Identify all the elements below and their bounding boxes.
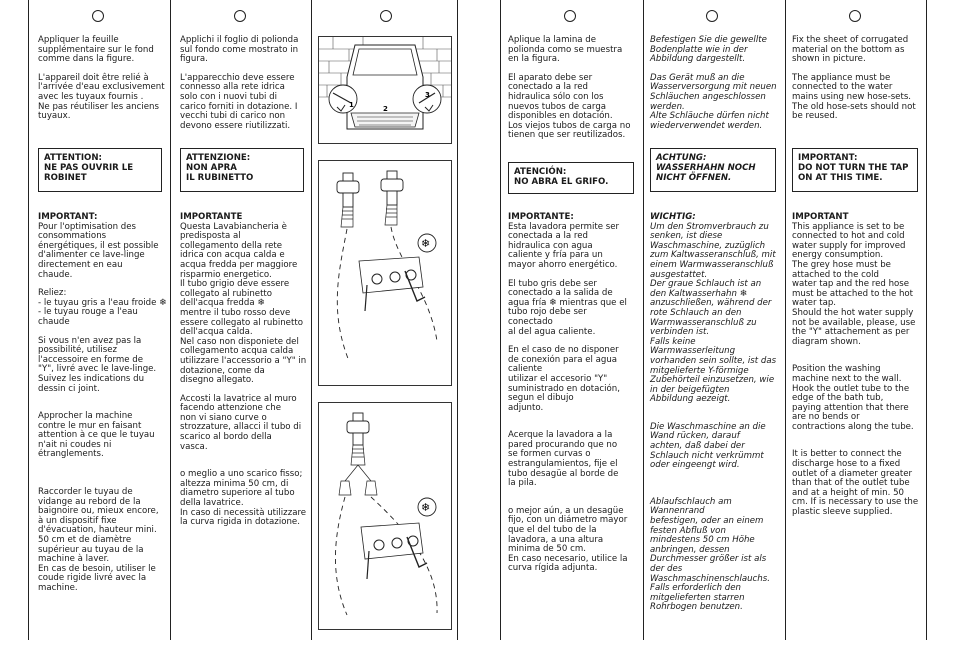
it-important-heading: IMPORTANTE [180, 212, 243, 222]
de-important-text: Um den Stromverbrauch zu senken, ist diese Waschmaschine, zuzüglich zum Kaltwasseranschluß, mit einem Warmwasseranschluß ausgestattet. Der graue Schlauch ist an den Kaltwasserhahn [650, 221, 776, 299]
fr-hose-text: L'appareil doit être relié à l'arrivée d'eau exclusivement avec les tuyaux fournis . Ne pas réutiliser les anciens tuyaux. [38, 72, 165, 122]
it-attention-box: ATTENZIONE: NON APRA IL RUBINETTO [180, 148, 304, 192]
es-hose-text: El aparato debe ser conectado a la red hidraulica sólo con los nuevos tubos de carga disponibles en dotación. Los viejos tubos de carga no tienen que ser reutilizados. [508, 72, 631, 141]
fr-position-text: Approcher la machine contre le mur en faisant attention à ce que le tuyau n'ait ni coudes ni étranglements. [38, 411, 155, 460]
es-intro-text: Aplique la lamina de polionda como se muestra en la figura. [508, 35, 623, 65]
hose-tap-illustration [319, 161, 451, 385]
en-important-heading: IMPORTANT [792, 212, 849, 222]
de-attention-box: ACHTUNG: WASSERHAHN NOCH NICHT ÖFFNEN. [650, 148, 776, 192]
es-attention-box: ATENCIÓN: NO ABRA EL GRIFO. [508, 162, 634, 194]
es-red-hose-text: mientras que el tubo rojo debe ser conectado al del agua caliente. [508, 297, 627, 337]
es-important-text: Esta lavadora permite ser conectada a la red hidraulica con agua caliente y fría para un mayor ahorro energético. [508, 221, 620, 270]
page-number-circle [234, 10, 246, 22]
hose-connection-figure [318, 160, 452, 386]
french-column [38, 36, 166, 122]
column-rule [170, 0, 171, 640]
es-y-accessory-text: En el caso de no disponer de conexión para el agua caliente utilizar el accesorio "Y" suministrado en dotación, segun el dibujo adjunto. [508, 345, 620, 413]
english-column-lower [792, 213, 924, 518]
fr-connect-text: Reliez: - le tuyau gris a l'eau froide [38, 288, 157, 308]
it-important-text: Questa Lavabiancheria è predisposta al collegamento della rete idrica con acqua calda e acqua fredda per maggiore risparmio energetico. Il tubo grigio deve essere collegato al rubinetto dell'acqua fredda [180, 221, 298, 309]
fr-intro-text: Appliquer la feuille supplémentaire sur le fond comme dans la figure. [38, 35, 154, 65]
german-column [650, 36, 782, 131]
es-drain-text: o mejor aún, a un desagüe fijo, con un diámetro mayor que el del tubo de la lavadora, a una altura minima de 50 cm. En caso necesario, utilice la curva rígida adjunta. [508, 505, 628, 574]
column-rule [643, 0, 644, 640]
it-drain-text: o meglio a uno scarico fisso; altezza minima 50 cm, di diametro superiore al tubo della lavatrice. In caso di necessità utilizzare la curva rigida in dotazione. [180, 469, 307, 528]
page-number-circle [849, 10, 861, 22]
column-rule [785, 0, 786, 640]
de-important-heading: WICHTIG: [650, 212, 696, 222]
figure-step-label: 3 [425, 91, 430, 99]
en-position-text: Position the washing machine next to the wall. Hook the outlet tube to the edge of the bath tub, paying attention that there are no bends or contractions along the tube. [792, 364, 914, 432]
es-position-text: Acerque la lavadora a la pared procurando que no se formen curvas o estrangulamientos, fije el tubo desagüe al borde de la pila. [508, 430, 619, 489]
de-position-text: Die Waschmaschine an die Wand rücken, darauf achten, daß dabei der Schlauch nicht verkrümmt oder eingeengt wird. [650, 421, 766, 471]
it-intro-text: Applichi il foglio di polionda sul fondo come mostrato in figura. [180, 35, 299, 65]
cold-water-snowflake-icon: ❄ [159, 297, 167, 308]
en-hose-text: The appliance must be connected to the water mains using new hose-sets. The old hose-sets should not be reused. [792, 72, 916, 122]
cold-water-snowflake-icon: ❄ [739, 288, 748, 299]
de-hose-text: Das Gerät muß an die Wasserversorgung mit neuen Schläuchen angeschlossen werden. Alte Schläuche dürfen nicht wiederverwendet werden. [650, 72, 777, 131]
en-intro-text: Fix the sheet of corrugated material on the bottom as shown in picture. [792, 35, 909, 65]
y-connector-illustration [319, 403, 451, 629]
fr-red-hose-text: - le tuyau rouge a l'eau chaude [38, 307, 138, 327]
margin-rule-right [926, 0, 927, 640]
corrugated-sheet-figure [318, 36, 452, 144]
es-important-heading: IMPORTANTE: [508, 212, 574, 222]
english-column [792, 36, 924, 122]
figure-step-label: 1 [349, 101, 354, 109]
italian-column-lower [180, 213, 310, 528]
page-number-circle [92, 10, 104, 22]
margin-rule-left [28, 0, 29, 640]
italian-column [180, 36, 308, 131]
spanish-column [508, 36, 640, 141]
fr-important-text: Pour l'optimisation des consommations énergétiques, il est possible d'alimenter ce lave-linge directement en eau chaude. [38, 221, 159, 280]
column-rule [311, 0, 312, 640]
fr-attention-box: ATTENTION: NE PAS OUVRIR LE ROBINET [38, 148, 162, 192]
it-red-hose-text: mentre il tubo rosso deve essere collegato al rubinetto dell'acqua calda. Nel caso non disponiete del collegamento acqua calda utilizzare l'accessorio a "Y" in dotazione, come da disegno allegato. [180, 307, 307, 386]
it-position-text: Accosti la lavatrice al muro facendo attenzione che non vi siano curve o strozzature, allacci il tubo di scarico al bordo della vasca. [180, 393, 302, 452]
fr-important-heading: IMPORTANT: [38, 212, 98, 222]
page-number-circle [564, 10, 576, 22]
french-column-lower [38, 213, 168, 594]
german-column-lower [650, 213, 782, 613]
cold-water-snowflake-icon: ❄ [257, 298, 265, 309]
figure-step-label: 2 [383, 105, 388, 113]
de-intro-text: Befestigen Sie die gewellte Bodenplatte wie in der Abbildung dargestellt. [650, 35, 767, 65]
spanish-column-lower [508, 213, 640, 574]
cold-water-snowflake-icon: ❄ [421, 237, 431, 250]
fr-drain-text: Raccorder le tuyau de vidange au rebord de la baignoire ou, mieux encore, à un dispositif fixe d'évacuation, hauteur mini. 50 cm et de diamètre supérieur au tuyau de la machine à laver. En cas de besoin, utiliser le coude rigide livré avec la machine. [38, 487, 159, 593]
it-hose-text: L'apparecchio deve essere connesso alla rete idrica solo con i nuovi tubi di carico forniti in dotazione. I vecchi tubi di carico non devono essere riutilizzati. [180, 72, 298, 131]
cold-water-snowflake-icon: ❄ [549, 297, 557, 308]
page-number-circle [380, 10, 392, 22]
en-drain-text: It is better to connect the discharge hose to a fixed outlet of a diameter greater than that of the outlet tube and at a height of min. 50 cm. If is necessary to use the plastic sleeve supplied. [792, 449, 919, 518]
page-number-circle [706, 10, 718, 22]
cold-water-snowflake-icon: ❄ [421, 501, 431, 514]
fr-y-accessory-text: Si vous n'en avez pas la possibilité, utilisez l'accessoire en forme de "Y", livré avec le lave-linge. Suivez les indications du dessin ci joint. [38, 335, 157, 394]
en-important-text: This appliance is set to be connected to hot and cold water supply for improved energy consumption. The grey hose must be attached to the cold [792, 221, 906, 280]
en-attention-box: IMPORTANT: DO NOT TURN THE TAP ON AT THIS TIME. [792, 148, 918, 192]
column-rule [500, 0, 501, 640]
y-attachment-figure [318, 402, 452, 630]
de-drain-text: Ablaufschlauch am Wannenrand befestigen, oder an einem festen Abfluß von mindestens 50 cm Höhe anbringen, dessen Durchmesser größer ist als der des Waschmaschinenschlauchs. Falls erforderlich den mitgelieferten starren Rohrbogen benutzen. [650, 496, 770, 613]
gutter-rule [457, 0, 458, 640]
en-red-hose-text: water tap and the red hose must be attached to the hot water tap. Should the hot water supply not be available, please, use the "Y" attachement as per diagram shown. [792, 279, 916, 347]
de-red-hose-text: anzuschließen, während der rote Schlauch an den Warmwasseranschluß zu verbinden ist. Falls keine Warmwasserleitung vorhanden sein sollte, ist das mitgelieferte Y-förmige Zubehörteil einzusetzen, wie in der beigefügten Abbildung aezeigt. [650, 298, 777, 405]
es-connect-text: El tubo gris debe ser conectado a la salida de agua fría [508, 278, 613, 308]
machine-base-illustration [319, 37, 451, 143]
